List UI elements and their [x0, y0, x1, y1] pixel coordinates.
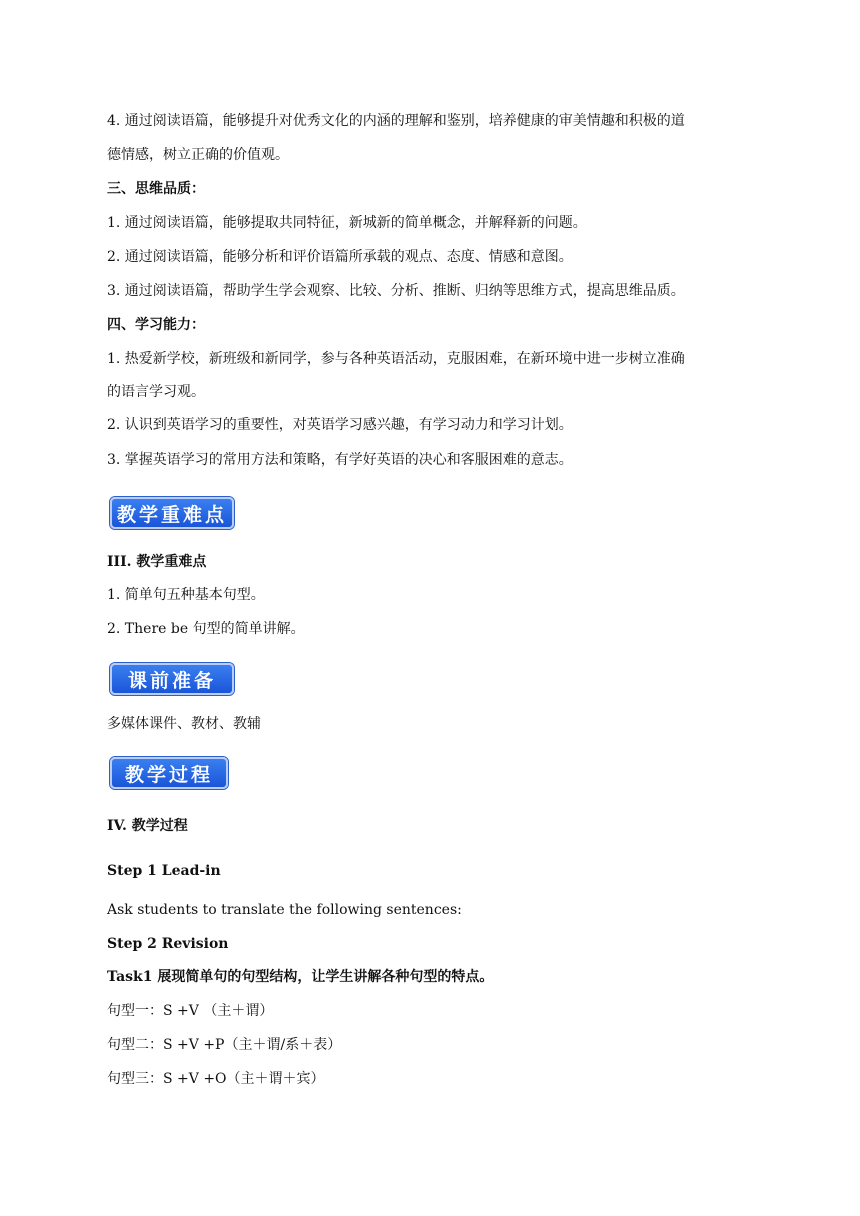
line-learning-3: 3. 掌握英语学习的常用方法和策略，有学好英语的决心和客服困难的意志。: [107, 452, 573, 468]
pattern-2: 句型二：S +V +P（主＋谓/系＋表）: [107, 1037, 342, 1053]
step1-title: Step 1 Lead-in: [107, 863, 221, 879]
line-thinking-1: 1. 通过阅读语篇，能够提取共同特征，新城新的简单概念，并解释新的问题。: [107, 215, 587, 231]
heading-learning: 四、学习能力：: [107, 317, 205, 333]
task1-title: Task1 展现简单句的句型结构，让学生讲解各种句型的特点。: [107, 969, 494, 985]
step1-text: Ask students to translate the following sentences:: [107, 902, 462, 918]
heading-thinking: 三、思维品质：: [107, 181, 205, 197]
line-thinking-3: 3. 通过阅读语篇，帮助学生学会观察、比较、分析、推断、归纳等思维方式，提高思维品质。: [107, 283, 685, 299]
line-learning-2: 2. 认识到英语学习的重要性，对英语学习感兴趣，有学习动力和学习计划。: [107, 417, 573, 433]
step2-title: Step 2 Revision: [107, 936, 229, 952]
banner-process: 教学过程: [110, 757, 228, 789]
pattern-3: 句型三：S +V +O（主＋谓＋宾）: [107, 1071, 325, 1087]
line-thinking-2: 2. 通过阅读语篇，能够分析和评价语篇所承载的观点、态度、情感和意图。: [107, 249, 573, 265]
line-goal-4a: 4. 通过阅读语篇，能够提升对优秀文化的内涵的理解和鉴别，培养健康的审美情趣和积极的道: [107, 113, 685, 129]
banner-preparation: 课前准备: [110, 663, 234, 695]
heading-key-points: III. 教学重难点: [107, 554, 207, 570]
line-preparation: 多媒体课件、教材、教辅: [107, 716, 261, 732]
line-key-2: 2. There be 句型的简单讲解。: [107, 621, 305, 637]
line-learning-1b: 的语言学习观。: [107, 384, 205, 400]
heading-process: IV. 教学过程: [107, 818, 188, 834]
line-learning-1a: 1. 热爱新学校，新班级和新同学，参与各种英语活动，克服困难，在新环境中进一步树立准确: [107, 351, 685, 367]
line-key-1: 1. 简单句五种基本句型。: [107, 587, 265, 603]
line-goal-4b: 德情感，树立正确的价值观。: [107, 147, 289, 163]
banner-key-points: 教学重难点: [110, 497, 234, 529]
pattern-1: 句型一：S +V （主＋谓）: [107, 1003, 274, 1019]
